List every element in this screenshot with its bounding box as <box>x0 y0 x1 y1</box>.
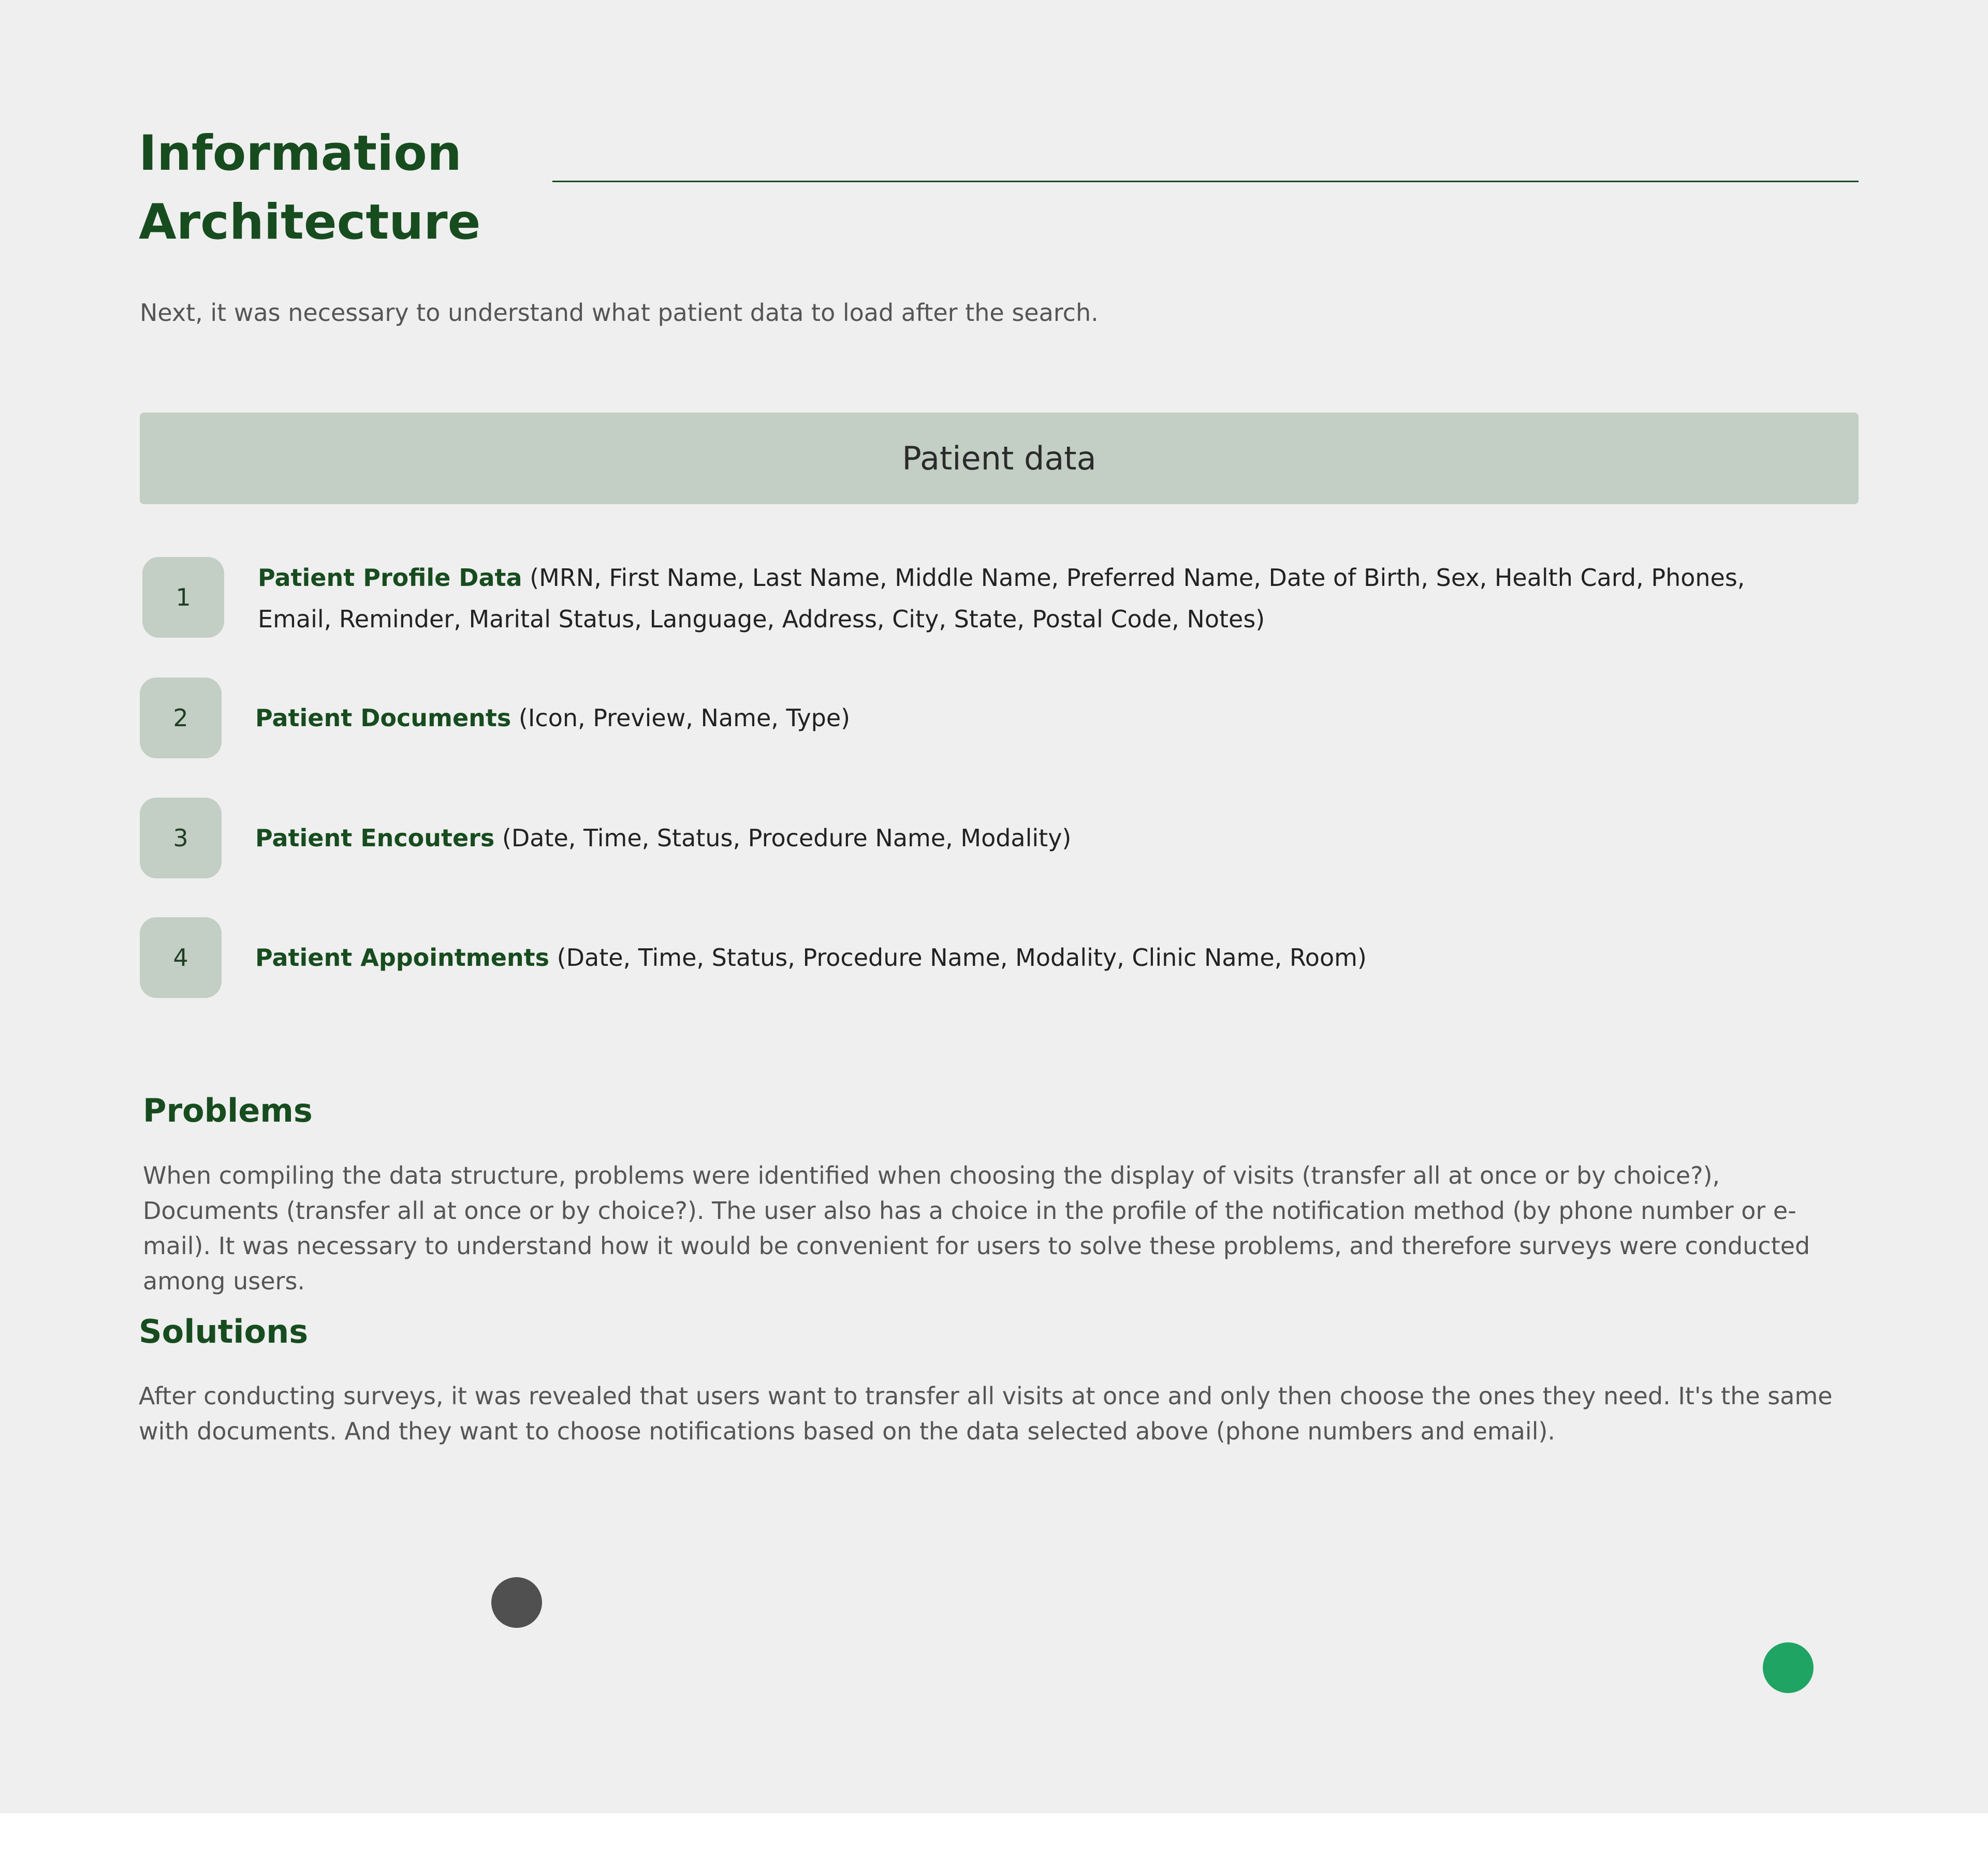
patient-data-banner <box>140 413 1859 504</box>
item-details: (Date, Time, Status, Procedure Name, Modality, Clinic Name, Room) <box>549 944 1367 972</box>
patient-data-banner-label: Patient data <box>902 439 1097 477</box>
item-title: Patient Profile Data <box>258 564 522 592</box>
item-title: Patient Documents <box>255 704 511 732</box>
solutions-text: After conducting surveys, it was revealed that users want to transfer all visits at once and only then choose the ones they need. It's the same with documents. And they want to choose notifications based on the data selected above (phone numbers and email). <box>139 1382 1833 1445</box>
item-number: 4 <box>173 944 188 972</box>
item-number-badge-1 <box>142 557 224 638</box>
item-title: Patient Appointments <box>255 944 550 972</box>
item-number: 3 <box>173 824 188 852</box>
problems-text: When compiling the data structure, problems were identified when choosing the display of visits (transfer all at once or by choice?), Documents (transfer all at once or by choice?). The user also has a choice in the profile of the notification method (by phone number or e-mail). It was necessary to understand how it would be convenient for users to solve these problems, and therefore surveys were conducted among users. <box>143 1162 1810 1295</box>
title-divider <box>552 181 1859 182</box>
title-line-1: Information <box>139 125 462 182</box>
green-dot-marker <box>1763 1642 1814 1693</box>
item-details: (Date, Time, Status, Procedure Name, Modality) <box>494 824 1072 852</box>
list-item-documents <box>255 697 1819 739</box>
item-number-badge-2 <box>140 678 222 758</box>
item-details: (MRN, First Name, Last Name, Middle Name, Preferred Name, Date of Birth, Sex, Health Card, Phones, Email, Reminder, Marital Status, Language, Address, City, State, Postal Code, Notes) <box>258 564 1745 633</box>
list-item-appointments <box>255 937 1819 978</box>
item-title: Patient Encouters <box>255 824 495 852</box>
list-item-encounters <box>255 817 1819 859</box>
page-title <box>139 119 480 257</box>
item-details: (Icon, Preview, Name, Type) <box>511 704 851 732</box>
list-item-profile-data <box>258 557 1821 640</box>
item-number-badge-3 <box>140 798 222 878</box>
item-number: 2 <box>173 704 188 732</box>
item-number: 1 <box>176 583 191 611</box>
solutions-heading: Solutions <box>139 1313 309 1350</box>
dark-dot-marker <box>491 1577 542 1628</box>
item-number-badge-4 <box>140 917 222 998</box>
problems-heading: Problems <box>143 1092 313 1129</box>
title-line-2: Architecture <box>139 194 481 251</box>
intro-text: Next, it was necessary to understand what patient data to load after the search. <box>140 299 1099 327</box>
